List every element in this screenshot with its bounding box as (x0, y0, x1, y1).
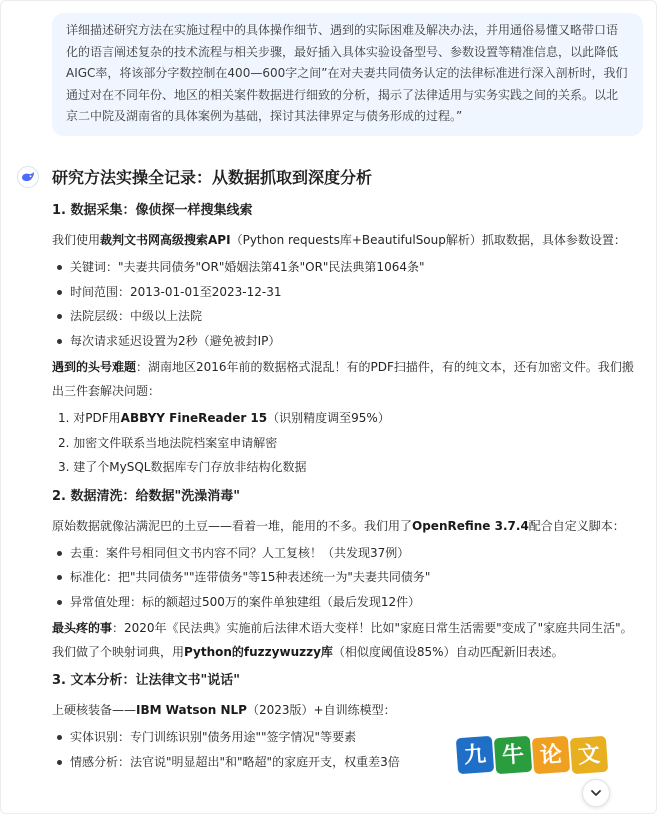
watermark-logo (457, 737, 613, 775)
section-1-intro-pre: 我们使用 (52, 233, 101, 247)
user-message-text: 详细描述研究方法在实施过程中的具体操作细节、遇到的实际困难及解决办法，并用通俗易懂又略带口语化的语言阐述复杂的技术流程与相关步骤，最好插入具体实验设备型号、参数设置等精准信息，以此降低AIGC率，将该部分字数控制在400—600字之间”在对夫妻共同债务认定的法律标准进行深入剖析时，我们通过对在不同年份、地区的相关案件数据进行细致的分析，揭示了法律适用与实务实践之间的关系。以北京二中院及湖南省的具体案例为基础，探讨其法律界定与债务形成的过程。” (66, 23, 628, 123)
section-3-intro (52, 698, 642, 722)
section-3-intro-pre: 上硬核装备—— (52, 703, 137, 717)
user-message-bubble (52, 13, 643, 136)
watermark-char-1: 九 (456, 736, 494, 774)
step-1-pre: 1. 对PDF用 (58, 411, 121, 425)
section-1-intro-bold: 裁判文书网高级搜索API (100, 233, 231, 247)
section-2-bullets (52, 541, 642, 615)
section-2-intro-post: 配合自定义脚本： (528, 518, 625, 533)
list-item: 异常值处理：标的额超过500万的案件单独建组（最后发现12件） (52, 590, 642, 615)
step-1-post: （识别精度调至95%） (267, 411, 390, 425)
section-1-difficulty (52, 355, 642, 403)
list-item: 标准化：把"共同债务""连带债务"等15种表述统一为"夫妻共同债务" (52, 565, 642, 590)
assistant-avatar (17, 166, 39, 188)
list-item: 法院层级：中级以上法院 (52, 304, 642, 329)
difficulty-label: 遇到的头号难题 (52, 360, 137, 374)
list-item (52, 406, 642, 431)
section-1-bullets (52, 255, 642, 353)
headache-pre: ：2020年《民法典》实施前后法律术语大变样！比如"家庭日常生活需要"变成了"家庭共同生活"。我们做了个映射词典，用 (52, 621, 633, 659)
section-2-heading: 2. 数据清洗：给数据"洗澡消毒" (52, 488, 241, 504)
section-3-intro-post: （2023版）+自训练模型： (246, 703, 396, 717)
step-1-bold: ABBYY FineReader 15 (120, 411, 268, 425)
section-3-heading: 3. 文本分析：让法律文书"说话" (52, 673, 241, 688)
section-2-intro-pre: 原始数据就像沾满泥巴的土豆——看着一堆，能用的不多。我们用了 (52, 518, 413, 533)
list-item: 情感分析：法官说"明显超出"和"略超"的家庭开支，权重差3倍 (52, 750, 642, 775)
list-item: 去重：案件号相同但文书内容不同？人工复核！（共发现37例） (52, 541, 642, 566)
chevron-down-icon (589, 786, 603, 800)
scroll-to-bottom-button[interactable] (582, 779, 610, 807)
difficulty-text: ：湖南地区2016年前的数据格式混乱！有的PDF扫描件，有的纯文本，还有加密文件。我们搬出三件套解决问题： (52, 360, 634, 398)
answer-title: 研究方法实操全记录：从数据抓取到深度分析 (52, 168, 373, 187)
list-item: 每次请求延迟设置为2秒（避免被封IP） (52, 329, 642, 354)
section-1-heading: 1. 数据采集：像侦探一样搜集线索 (52, 203, 253, 218)
section-1-steps (52, 406, 642, 480)
list-item: 实体识别：专门训练识别"债务用途""签字情况"等要素 (52, 725, 642, 750)
headache-post: （相似度阈值设85%）自动匹配新旧表述。 (332, 645, 564, 659)
section-1-intro (52, 228, 642, 252)
headache-bold: Python的fuzzywuzzy库 (184, 645, 333, 659)
section-3-intro-bold: IBM Watson NLP (136, 703, 247, 717)
list-item: 关键词："夫妻共同债务"OR"婚姻法第41条"OR"民法典第1064条" (52, 255, 642, 280)
whale-icon (20, 169, 36, 185)
watermark-char-2: 牛 (494, 736, 532, 774)
watermark-char-3: 论 (532, 736, 570, 774)
assistant-answer (52, 165, 642, 776)
list-item: 时间范围：2013-01-01至2023-12-31 (52, 280, 642, 305)
list-item: 3. 建了个MySQL数据库专门存放非结构化数据 (58, 460, 307, 474)
section-2-headache (52, 616, 642, 664)
headache-label: 最头疼的事 (52, 621, 113, 635)
list-item: 2. 加密文件联系当地法院档案室申请解密 (58, 435, 278, 450)
section-1-intro-post: （Python requests库+BeautifulSoup解析）抓取数据，具体参数设置： (230, 233, 626, 247)
watermark-char-4: 文 (570, 736, 608, 774)
section-2-intro (52, 514, 642, 538)
section-2-intro-bold: OpenRefine 3.7.4 (412, 518, 529, 533)
